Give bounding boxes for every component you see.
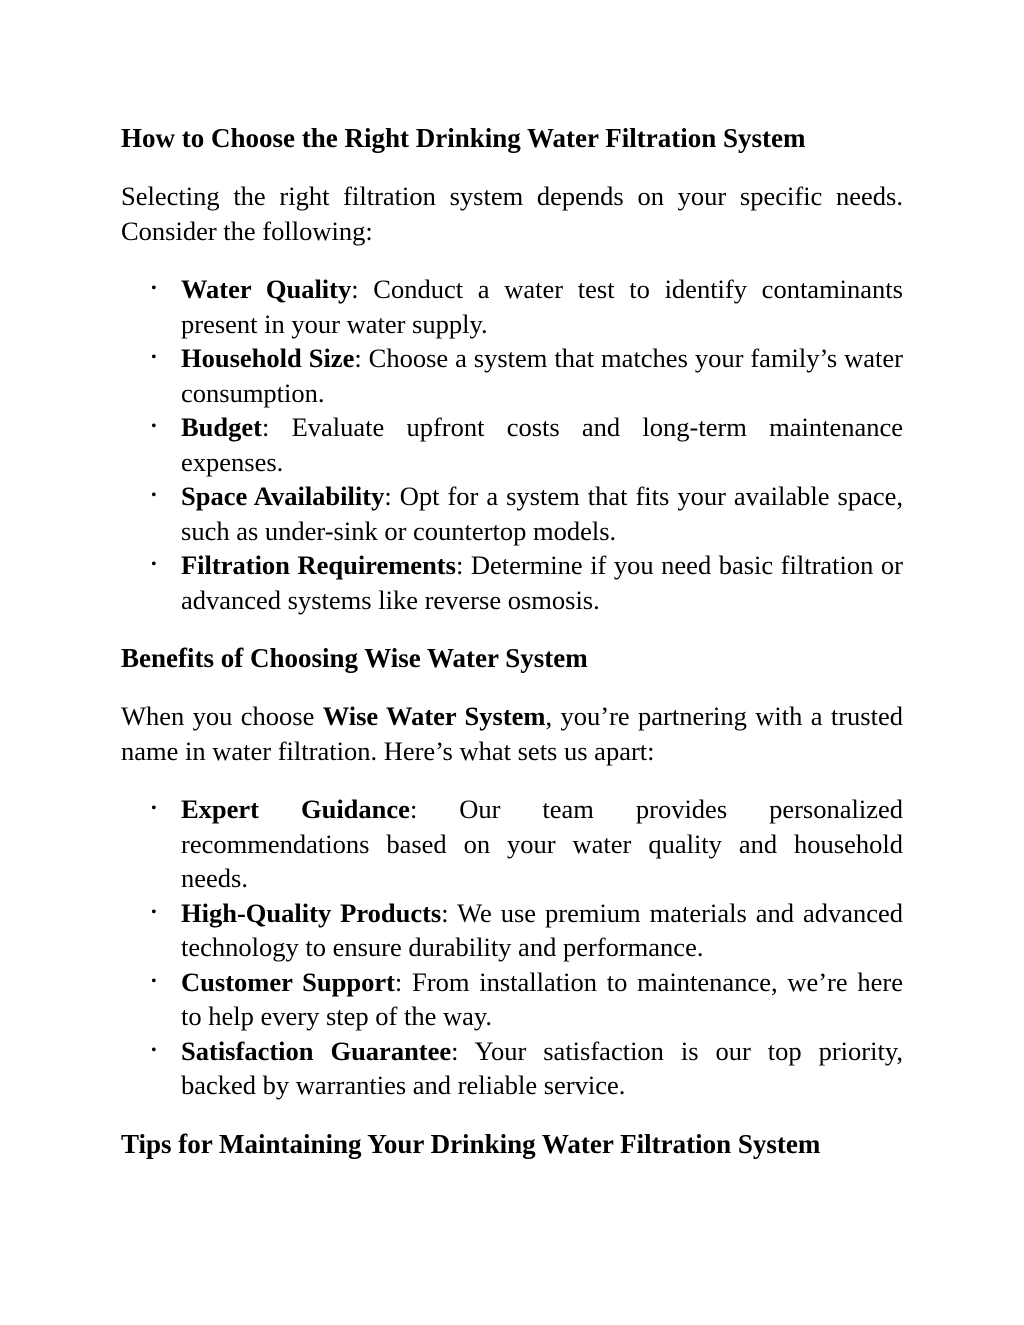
bullet-icon: • — [151, 280, 157, 297]
bullet-icon: • — [151, 800, 157, 817]
considerations-list — [121, 272, 903, 617]
item-term: Budget — [181, 412, 262, 442]
item-term: High-Quality Products — [181, 897, 442, 928]
item-term: Filtration Requirements — [181, 550, 456, 580]
item-term: Expert Guidance — [181, 794, 410, 824]
bullet-icon: • — [151, 1041, 157, 1059]
item-term: Household Size — [181, 343, 355, 373]
list-item-high-quality-products — [151, 896, 903, 965]
section-heading-maintenance-tips: Tips for Maintaining Your Drinking Water Filtration System — [121, 1128, 821, 1159]
list-item-satisfaction-guarantee — [151, 1034, 903, 1103]
section-heading-choose-system: How to Choose the Right Drinking Water Filtration System — [121, 123, 806, 153]
bullet-icon: • — [151, 903, 157, 921]
item-text: : Choose a system that matches your family’s water consumption. — [181, 343, 903, 408]
brand-name: Wise Water System — [322, 701, 546, 731]
bullet-icon: • — [151, 972, 157, 990]
benefits-list — [121, 792, 903, 1103]
list-item-budget — [151, 410, 903, 479]
item-text: : Our team provides personalized recommendations based on your water quality and household needs. — [181, 794, 903, 893]
bullet-icon: • — [151, 349, 157, 366]
list-item-water-quality — [151, 272, 903, 341]
item-text: : Your satisfaction is our top priority, backed by warranties and reliable service. — [181, 1035, 903, 1100]
benefits-intro-paragraph — [121, 699, 903, 768]
item-text: : From installation to maintenance, we’re here to help every step of the way. — [181, 966, 903, 1031]
list-item-customer-support — [151, 965, 903, 1034]
item-text: : Evaluate upfront costs and long-term maintenance expenses. — [181, 412, 903, 477]
bullet-icon: • — [151, 487, 157, 504]
section-heading-benefits: Benefits of Choosing Wise Water System — [121, 643, 588, 673]
item-text: : Determine if you need basic filtration or advanced systems like reverse osmosis. — [181, 550, 903, 615]
intro-paragraph: Selecting the right filtration system depends on your specific needs. Consider the following: — [121, 181, 903, 246]
item-text: : Conduct a water test to identify contaminants present in your water supply. — [181, 274, 903, 339]
list-item-household-size — [151, 341, 903, 410]
intro-text-before: When you choose — [121, 701, 323, 731]
intro-text-after: , you’re partnering with a trusted name in water filtration. Here’s what sets us apart: — [121, 701, 903, 766]
item-text: : We use premium materials and advanced technology to ensure durability and performance. — [181, 897, 903, 962]
list-item-space-availability — [151, 479, 903, 548]
item-text: : Opt for a system that fits your available space, such as under-sink or countertop models. — [181, 481, 903, 546]
list-item-filtration-requirements — [151, 548, 903, 617]
item-term: Water Quality — [181, 274, 352, 304]
item-term: Customer Support — [181, 966, 395, 997]
list-item-expert-guidance — [151, 792, 903, 896]
bullet-icon: • — [151, 418, 157, 435]
bullet-icon: • — [151, 556, 157, 573]
item-term: Satisfaction Guarantee — [181, 1035, 452, 1066]
item-term: Space Availability — [181, 481, 385, 511]
